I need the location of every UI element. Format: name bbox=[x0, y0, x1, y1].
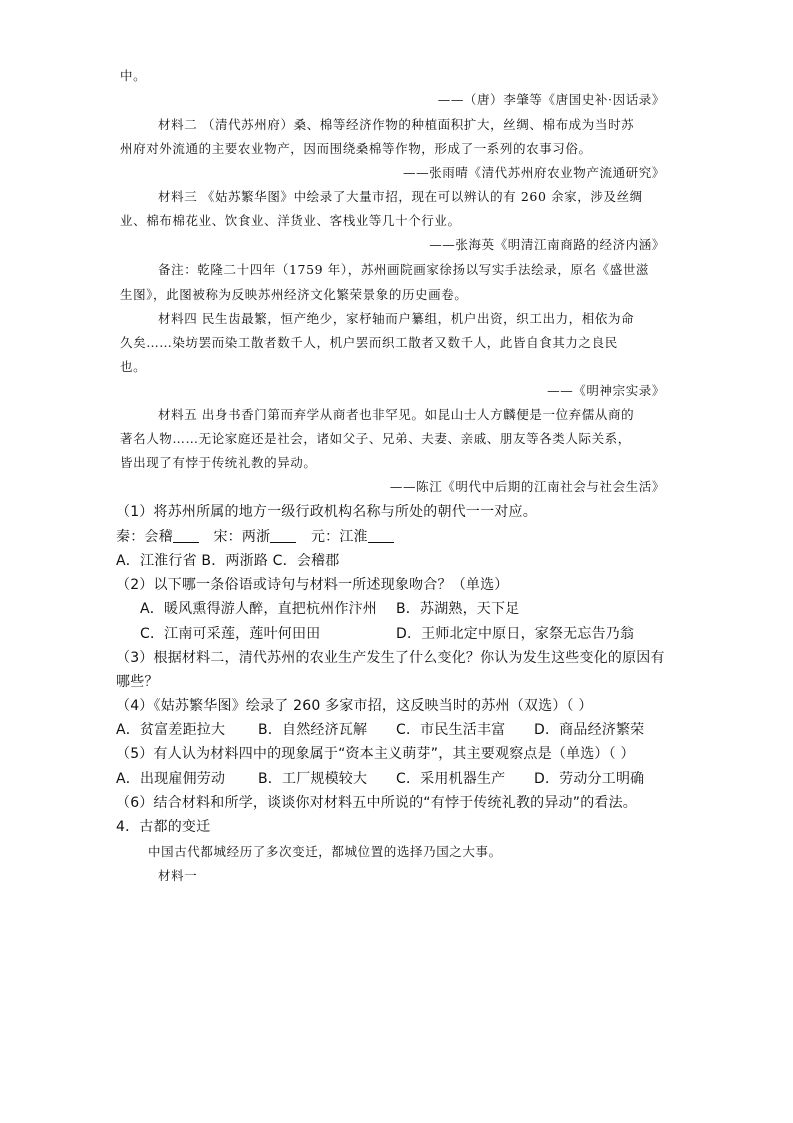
material-four-line: 久矣……染坊罢而染工散者数千人，机户罢而织工散者又数千人，此皆自食其力之良民 bbox=[120, 335, 618, 350]
option-b: B．自然经济瓦解 bbox=[258, 722, 368, 738]
material-four-line: 也。 bbox=[120, 359, 147, 374]
option-a: A．贫富差距拉大 bbox=[116, 722, 226, 738]
material-three-line: 业、棉布棉花业、饮食业、洋货业、客栈业等几十个行业。 bbox=[120, 213, 461, 228]
source-citation: ——张雨晴《清代苏州府农业物产流通研究》 bbox=[402, 165, 665, 180]
question-5: （5）有人认为材料四中的现象属于“资本主义萌芽”，其主要观察点是（单选）（ ） bbox=[116, 746, 635, 762]
option-a: A．出现雇佣劳动 bbox=[116, 771, 226, 787]
option-a: A．暖风熏得游人醉，直把杭州作汴州 bbox=[140, 601, 377, 617]
material-label: 材料一 bbox=[158, 868, 198, 883]
source-citation: ——张海英《明清江南商路的经济内涵》 bbox=[429, 237, 665, 252]
question-2: （2）以下哪一条俗语或诗句与材料一所述现象吻合？（单选） bbox=[116, 577, 509, 593]
text-line: 中。 bbox=[120, 68, 147, 83]
material-four-line: 材料四 民生齿最繁，恒产绝少，家杼轴而户纂组，机户出资，织工出力，相依为命 bbox=[158, 311, 635, 326]
blank-label-qin: 秦：会稽 bbox=[116, 529, 173, 545]
option-c: C．江南可采莲，莲叶何田田 bbox=[140, 626, 321, 642]
question-1-blanks bbox=[116, 528, 404, 546]
source-citation: ——（唐）李肇等《唐国史补·因话录》 bbox=[437, 92, 665, 107]
section-heading: 4．古都的变迁 bbox=[116, 819, 211, 835]
question-4: （4）《姑苏繁华图》绘录了 260 多家市招，这反映当时的苏州（双选）（ ） bbox=[116, 698, 593, 714]
question-3: （3）根据材料二，清代苏州的农业生产发生了什么变化？你认为发生这些变化的原因有 bbox=[116, 650, 665, 666]
answer-blank[interactable] bbox=[368, 528, 394, 543]
note-line: 备注：乾隆二十四年（1759 年），苏州画院画家徐扬以写实手法绘录，原名《盛世滋 bbox=[158, 262, 650, 277]
option-d: D．商品经济繁荣 bbox=[534, 722, 645, 738]
blank-label-yuan: 元：江淮 bbox=[310, 529, 368, 545]
option-d: D．王师北定中原日，家祭无忘告乃翁 bbox=[396, 626, 635, 642]
question-1-options: A．江淮行省 B．两浙路 C．会稽郡 bbox=[116, 553, 340, 569]
material-two-line: 材料二 （清代苏州府）桑、棉等经济作物的种植面积扩大，丝绸、棉布成为当时苏 bbox=[158, 117, 635, 132]
intro-line: 中国古代都城经历了多次变迁，都城位置的选择乃国之大事。 bbox=[148, 844, 502, 859]
source-citation: ——《明神宗实录》 bbox=[547, 383, 665, 398]
answer-blank[interactable] bbox=[270, 528, 296, 543]
material-three-line: 材料三 《姑苏繁华图》中绘录了大量市招，现在可以辨认的有 260 余家，涉及丝绸 bbox=[158, 189, 643, 204]
option-c: C．采用机器生产 bbox=[396, 771, 506, 787]
source-citation: ——陈江《明代中后期的江南社会与社会生活》 bbox=[389, 479, 665, 494]
option-b: B．苏湖熟，天下足 bbox=[396, 601, 520, 617]
material-five-line: 皆出现了有悖于传统礼教的异动。 bbox=[120, 455, 317, 470]
material-five-line: 著名人物……无论家庭还是社会，诸如父子、兄弟、夫妻、亲戚、朋友等各类人际关系， bbox=[120, 431, 631, 446]
option-b: B．工厂规模较大 bbox=[258, 771, 368, 787]
question-3: 哪些？ bbox=[116, 674, 159, 690]
material-two-line: 州府对外流通的主要农业物产，因而围绕桑棉等作物，形成了一系列的农事习俗。 bbox=[120, 141, 592, 156]
option-d: D．劳动分工明确 bbox=[534, 771, 645, 787]
option-c: C．市民生活丰富 bbox=[396, 722, 506, 738]
question-1: （1）将苏州所属的地方一级行政机构名称与所处的朝代一一对应。 bbox=[116, 504, 537, 520]
material-five-line: 材料五 出身书香门第而弃学从商者也非罕见。如昆山士人方麟便是一位弃儒从商的 bbox=[158, 407, 635, 422]
blank-label-song: 宋：两浙 bbox=[213, 529, 271, 545]
question-6: （6）结合材料和所学，谈谈你对材料五中所说的“有悖于传统礼教的异动”的看法。 bbox=[116, 795, 638, 811]
note-line: 生图》，此图被称为反映苏州经济文化繁荣景象的历史画卷。 bbox=[120, 287, 468, 302]
answer-blank[interactable] bbox=[173, 528, 199, 543]
